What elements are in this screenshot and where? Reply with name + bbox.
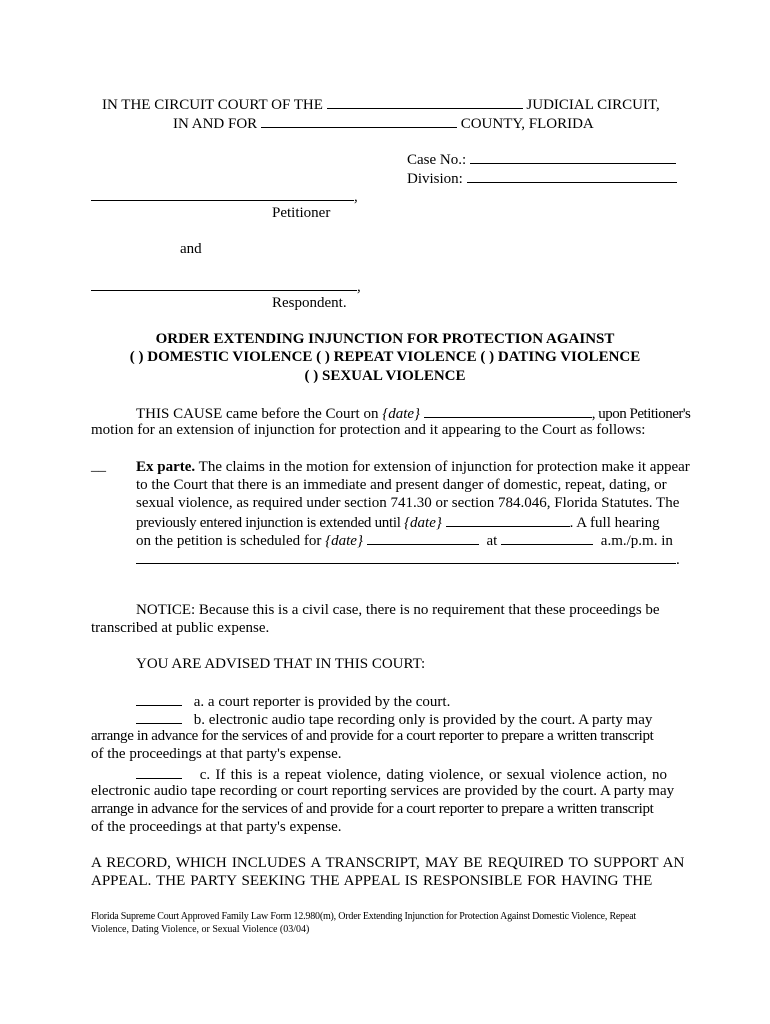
- county-field[interactable]: [261, 113, 457, 128]
- intro-text-a: THIS CAUSE came before the Court on: [136, 406, 383, 422]
- respondent-label: Respondent.: [272, 295, 347, 311]
- division-label: Division:: [407, 171, 463, 187]
- ex-parte-text-4a: previously entered injunction is extended until: [136, 515, 405, 531]
- advised-heading: YOU ARE ADVISED THAT IN THIS COURT:: [136, 656, 426, 672]
- and-label: and: [180, 241, 202, 257]
- ex-parte-line-2: to the Court that there is an immediate and present danger of domestic, repeat, dating, or: [136, 477, 667, 493]
- caption-court-label: IN THE CIRCUIT COURT OF THE: [102, 97, 323, 113]
- extended-until-date-field[interactable]: [446, 512, 570, 527]
- hearing-date-label: {date}: [325, 533, 363, 549]
- ex-parte-line-6: [136, 549, 680, 570]
- ex-parte-text-1: The claims in the motion for extension of injunction for protection make it appear: [195, 459, 690, 475]
- notice-line-1: NOTICE: Because this is a civil case, there is no requirement that these proceedings be: [136, 602, 660, 618]
- footer-line-2: Violence, Dating Violence, or Sexual Violence (03/04): [91, 924, 310, 935]
- ex-parte-line-1: [136, 458, 690, 477]
- option-b-line-3: of the proceedings at that party's expense.: [91, 746, 342, 762]
- petitioner-label: Petitioner: [272, 205, 331, 221]
- extended-until-date-label: {date}: [404, 515, 442, 531]
- option-b-line-2: arrange in advance for the services of and provide for a court reporter to prepare a written transcript: [91, 728, 654, 744]
- caption-line-2: [173, 113, 594, 134]
- period: .: [676, 552, 680, 568]
- hearing-time-field[interactable]: [501, 530, 593, 545]
- division-row: [407, 168, 677, 189]
- intro-date-field[interactable]: [424, 403, 592, 418]
- caption-line-1: [102, 94, 660, 115]
- case-no-label: Case No.:: [407, 152, 467, 168]
- division-field[interactable]: [467, 168, 677, 183]
- option-c-text: c. If this is a repeat violence, dating violence, or sexual violence action, no: [199, 767, 668, 783]
- respondent-name-field[interactable]: [91, 276, 357, 291]
- title-line-2: ( ) DOMESTIC VIOLENCE ( ) REPEAT VIOLENCE ( ) DATING VIOLENCE: [129, 349, 641, 365]
- footer-line-1: Florida Supreme Court Approved Family Law Form 12.980(m), Order Extending Injunction for Protection Against Domestic Violence, Repeat: [91, 911, 637, 922]
- record-line-1: A RECORD, WHICH INCLUDES A TRANSCRIPT, MAY BE REQUIRED TO SUPPORT AN: [91, 855, 685, 871]
- comma: ,: [354, 189, 358, 205]
- caption-county-label: COUNTY, FLORIDA: [460, 116, 594, 132]
- title-line-1: ORDER EXTENDING INJUNCTION FOR PROTECTION AGAINST: [155, 331, 615, 347]
- ex-parte-label: Ex parte.: [136, 459, 196, 475]
- hearing-location-field[interactable]: [136, 549, 676, 564]
- case-number-row: [407, 149, 676, 170]
- notice-line-2: transcribed at public expense.: [91, 620, 270, 636]
- ex-parte-text-4b: . A full hearing: [569, 515, 660, 531]
- option-c-line-3: arrange in advance for the services of and provide for a court reporter to prepare a written transcript: [91, 801, 654, 817]
- at-label: at: [486, 533, 498, 549]
- intro-date-label: {date}: [382, 406, 421, 422]
- ex-parte-checkbox-blank[interactable]: __: [91, 458, 106, 474]
- case-number-field[interactable]: [470, 149, 676, 164]
- title-line-3: ( ) SEXUAL VIOLENCE: [304, 368, 466, 384]
- intro-line-2: motion for an extension of injunction for protection and it appearing to the Court as follows:: [91, 422, 646, 438]
- record-line-2: APPEAL. THE PARTY SEEKING THE APPEAL IS RESPONSIBLE FOR HAVING THE: [91, 873, 653, 889]
- intro-text-b: , upon Petitioner's: [591, 406, 691, 422]
- option-b-blank[interactable]: [136, 709, 182, 724]
- comma: ,: [357, 279, 361, 295]
- caption-in-and-for-label: IN AND FOR: [173, 116, 258, 132]
- option-b-text: b. electronic audio tape recording only is provided by the court. A party may: [193, 712, 653, 728]
- ex-parte-line-5: [136, 530, 673, 551]
- caption-circuit-label: JUDICIAL CIRCUIT,: [526, 97, 660, 113]
- judicial-circuit-field[interactable]: [327, 94, 523, 109]
- petitioner-name-field[interactable]: [91, 186, 354, 201]
- ampm-label: a.m./p.m. in: [600, 533, 673, 549]
- hearing-date-field[interactable]: [367, 530, 479, 545]
- option-c-line-4: of the proceedings at that party's expense.: [91, 819, 342, 835]
- option-a-blank[interactable]: [136, 691, 182, 706]
- option-a-text: a. a court reporter is provided by the court.: [193, 694, 451, 710]
- ex-parte-line-3: sexual violence, as required under section 741.30 or section 784.046, Florida Statutes. The: [136, 495, 680, 511]
- option-c-line-2: electronic audio tape recording or court reporting services are provided by the court. A party may: [91, 783, 675, 799]
- ex-parte-text-5a: on the petition is scheduled for: [136, 533, 326, 549]
- option-c-blank[interactable]: [136, 764, 182, 779]
